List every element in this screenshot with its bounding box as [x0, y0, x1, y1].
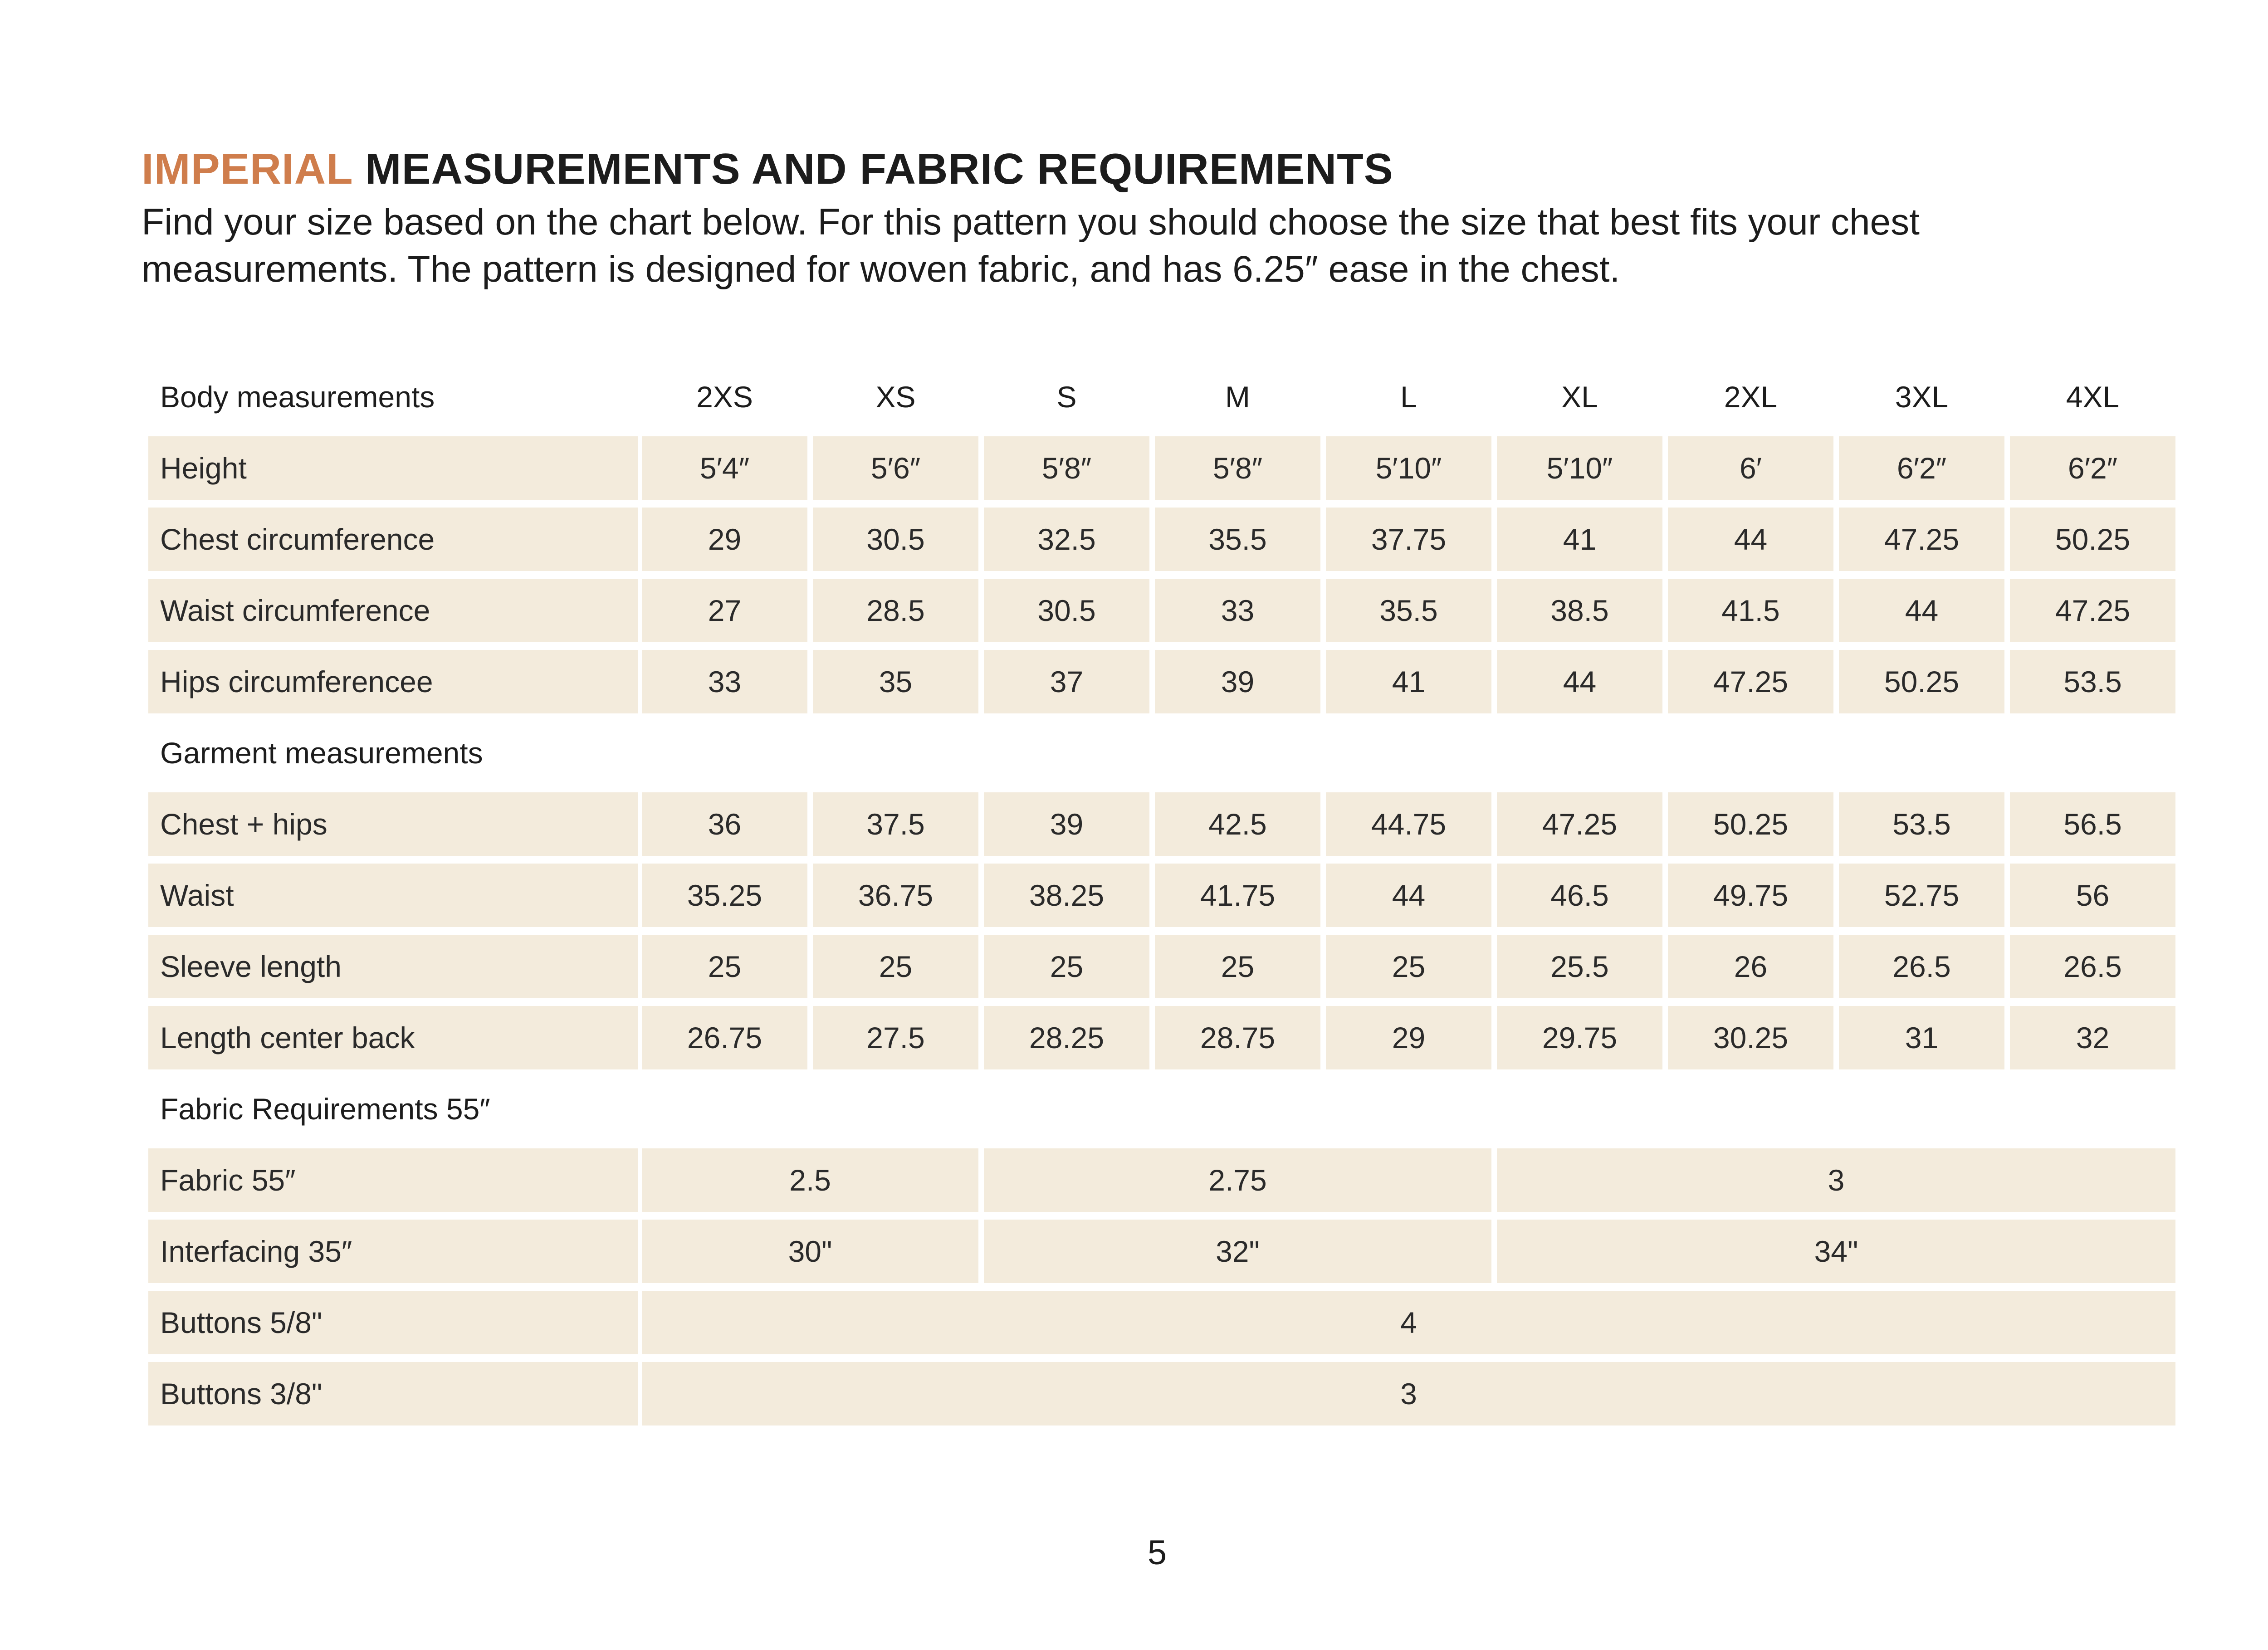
table-cell: 26.5 — [2010, 935, 2175, 998]
table-cell: 42.5 — [1155, 792, 1320, 856]
table-cell: 49.75 — [1668, 864, 1833, 927]
table-cell: 31 — [1839, 1006, 2004, 1069]
row-label: Waist — [148, 864, 638, 927]
table-cell: 25 — [642, 935, 807, 998]
table-cell: 56 — [2010, 864, 2175, 927]
table-cell: 53.5 — [1839, 792, 2004, 856]
row-label: Hips circumferencee — [148, 650, 638, 713]
table-cell: 47.25 — [2010, 579, 2175, 642]
size-header: 4XL — [2066, 380, 2120, 414]
table-cell: 27.5 — [813, 1006, 978, 1069]
table-cell: 44 — [1839, 579, 2004, 642]
table-cell: 26.5 — [1839, 935, 2004, 998]
table-cell: 33 — [1155, 579, 1320, 642]
table-cell: 5′10″ — [1497, 436, 1662, 500]
table-cell: 25 — [1155, 935, 1320, 998]
table-cell: 37.75 — [1326, 508, 1491, 571]
table-cell: 37.5 — [813, 792, 978, 856]
page-heading — [142, 144, 1393, 194]
merged-cell: 32" — [984, 1220, 1491, 1283]
row-label: Chest + hips — [148, 792, 638, 856]
table-cell: 47.25 — [1839, 508, 2004, 571]
page-number: 5 — [1147, 1533, 1167, 1572]
table-cell: 53.5 — [2010, 650, 2175, 713]
table-cell: 27 — [642, 579, 807, 642]
table-cell: 28.5 — [813, 579, 978, 642]
table-cell: 46.5 — [1497, 864, 1662, 927]
table-cell: 38.5 — [1497, 579, 1662, 642]
table-cell: 30.5 — [813, 508, 978, 571]
size-header: L — [1400, 380, 1417, 414]
table-cell: 5′8″ — [1155, 436, 1320, 500]
table-cell: 50.25 — [1839, 650, 2004, 713]
table-cell: 29 — [642, 508, 807, 571]
table-cell: 44 — [1668, 508, 1833, 571]
table-cell: 39 — [984, 792, 1149, 856]
table-cell: 26.75 — [642, 1006, 807, 1069]
size-header: M — [1225, 380, 1250, 414]
row-label: Fabric 55″ — [148, 1148, 638, 1212]
row-label: Interfacing 35″ — [148, 1220, 638, 1283]
heading-rest: MEASUREMENTS AND FABRIC REQUIREMENTS — [352, 145, 1393, 193]
row-label: Buttons 3/8" — [148, 1362, 638, 1425]
table-cell: 30.25 — [1668, 1006, 1833, 1069]
table-cell: 37 — [984, 650, 1149, 713]
table-cell: 25 — [984, 935, 1149, 998]
table-cell: 41 — [1326, 650, 1491, 713]
table-cell: 44 — [1326, 864, 1491, 927]
table-cell: 6′ — [1668, 436, 1833, 500]
table-cell: 38.25 — [984, 864, 1149, 927]
table-cell: 50.25 — [1668, 792, 1833, 856]
row-label: Buttons 5/8" — [148, 1291, 638, 1354]
merged-cell: 30" — [642, 1220, 978, 1283]
intro-text — [142, 199, 2183, 293]
table-cell: 35.5 — [1326, 579, 1491, 642]
table-cell: 35.25 — [642, 864, 807, 927]
row-label: Chest circumference — [148, 508, 638, 571]
table-cell: 36.75 — [813, 864, 978, 927]
table-cell: 56.5 — [2010, 792, 2175, 856]
section-title: Body measurements — [160, 380, 435, 414]
table-cell: 32.5 — [984, 508, 1149, 571]
row-label: Sleeve length — [148, 935, 638, 998]
section-title: Fabric Requirements 55″ — [160, 1092, 490, 1126]
table-cell: 5′4″ — [642, 436, 807, 500]
size-header: 2XL — [1724, 380, 1778, 414]
merged-cell: 34" — [1497, 1220, 2175, 1283]
row-label: Waist circumference — [148, 579, 638, 642]
table-cell: 36 — [642, 792, 807, 856]
table-cell: 5′8″ — [984, 436, 1149, 500]
table-cell: 25 — [813, 935, 978, 998]
size-header: XS — [875, 380, 916, 414]
table-cell: 29 — [1326, 1006, 1491, 1069]
intro-line: Find your size based on the chart below. For this pattern you should choose the size that best fits your chest — [142, 201, 1920, 243]
section-title: Garment measurements — [160, 736, 483, 770]
table-cell: 44 — [1497, 650, 1662, 713]
table-cell: 47.25 — [1497, 792, 1662, 856]
table-cell: 5′10″ — [1326, 436, 1491, 500]
merged-cell: 2.75 — [984, 1148, 1491, 1212]
table-cell: 28.25 — [984, 1006, 1149, 1069]
table-cell: 25.5 — [1497, 935, 1662, 998]
row-label: Height — [148, 436, 638, 500]
table-cell: 28.75 — [1155, 1006, 1320, 1069]
table-cell: 29.75 — [1497, 1006, 1662, 1069]
merged-cell: 2.5 — [642, 1148, 978, 1212]
table-cell: 25 — [1326, 935, 1491, 998]
merged-cell: 3 — [642, 1362, 2175, 1425]
table-cell: 41 — [1497, 508, 1662, 571]
intro-line: measurements. The pattern is designed for woven fabric, and has 6.25″ ease in the chest. — [142, 249, 1620, 290]
table-cell: 44.75 — [1326, 792, 1491, 856]
table-cell: 6′2″ — [2010, 436, 2175, 500]
size-header: XL — [1561, 380, 1598, 414]
table-cell: 41.75 — [1155, 864, 1320, 927]
table-cell: 41.5 — [1668, 579, 1833, 642]
table-cell: 33 — [642, 650, 807, 713]
heading-accent: IMPERIAL — [142, 145, 352, 193]
row-label: Length center back — [148, 1006, 638, 1069]
size-header: 3XL — [1895, 380, 1949, 414]
table-cell: 26 — [1668, 935, 1833, 998]
merged-cell: 4 — [642, 1291, 2175, 1354]
table-cell: 52.75 — [1839, 864, 2004, 927]
table-cell: 35 — [813, 650, 978, 713]
table-cell: 5′6″ — [813, 436, 978, 500]
table-cell: 35.5 — [1155, 508, 1320, 571]
table-cell: 50.25 — [2010, 508, 2175, 571]
table-cell: 39 — [1155, 650, 1320, 713]
table-cell: 30.5 — [984, 579, 1149, 642]
size-header: 2XS — [696, 380, 753, 414]
table-cell: 6′2″ — [1839, 436, 2004, 500]
size-header: S — [1056, 380, 1077, 414]
table-cell: 47.25 — [1668, 650, 1833, 713]
merged-cell: 3 — [1497, 1148, 2175, 1212]
table-cell: 32 — [2010, 1006, 2175, 1069]
